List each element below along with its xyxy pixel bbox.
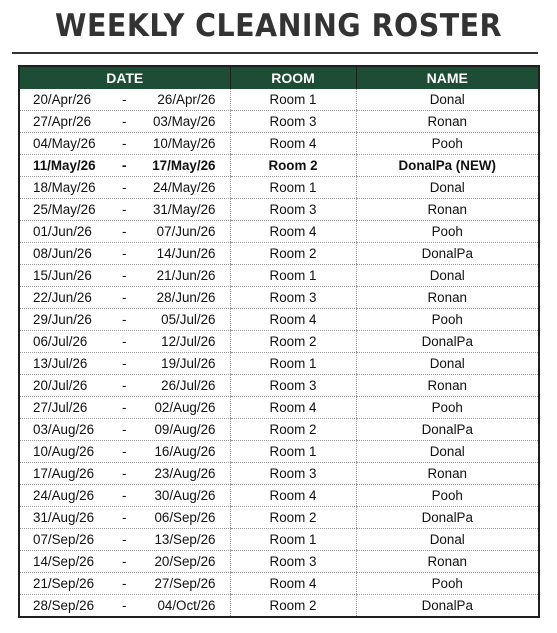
date-cell (19, 397, 230, 419)
room-cell: Room 3 (230, 199, 356, 221)
date-cell (19, 331, 230, 353)
name-cell: Ronan (356, 199, 539, 221)
date-cell (19, 287, 230, 309)
week-end-date: 26/Apr/26 (157, 92, 216, 107)
week-start-date: 14/Sep/26 (33, 554, 95, 569)
date-separator: - (122, 268, 127, 283)
week-end-date: 03/May/26 (152, 114, 216, 129)
date-separator: - (122, 378, 127, 393)
room-cell: Room 2 (230, 155, 356, 177)
room-cell: Room 1 (230, 177, 356, 199)
date-cell (19, 265, 230, 287)
date-separator: - (122, 290, 127, 305)
table-row (19, 485, 539, 507)
week-start-date: 24/Aug/26 (33, 488, 95, 503)
table-row (19, 221, 539, 243)
week-end-date: 04/Oct/26 (157, 598, 216, 613)
week-end-date: 13/Sep/26 (154, 532, 216, 547)
name-cell: Donal (356, 441, 539, 463)
date-separator: - (122, 246, 127, 261)
week-end-date: 27/Sep/26 (154, 576, 216, 591)
room-cell: Room 3 (230, 111, 356, 133)
roster-body (19, 89, 539, 617)
room-cell: Room 1 (230, 441, 356, 463)
week-end-date: 17/May/26 (152, 158, 216, 173)
date-separator: - (122, 466, 127, 481)
week-start-date: 21/Sep/26 (33, 576, 95, 591)
week-start-date: 03/Aug/26 (33, 422, 95, 437)
week-start-date: 27/Apr/26 (33, 114, 92, 129)
table-row (19, 551, 539, 573)
roster-header (19, 66, 539, 89)
date-separator: - (122, 510, 127, 525)
week-start-date: 29/Jun/26 (33, 312, 92, 327)
date-cell (19, 529, 230, 551)
week-start-date: 13/Jul/26 (33, 356, 88, 371)
week-end-date: 21/Jun/26 (156, 268, 216, 283)
table-row (19, 111, 539, 133)
table-row (19, 507, 539, 529)
name-cell: Pooh (356, 397, 539, 419)
date-separator: - (122, 532, 127, 547)
week-start-date: 17/Aug/26 (33, 466, 95, 481)
room-cell: Room 4 (230, 397, 356, 419)
date-separator: - (122, 444, 127, 459)
table-row (19, 573, 539, 595)
room-cell: Room 4 (230, 485, 356, 507)
date-cell (19, 243, 230, 265)
name-cell: Donal (356, 265, 539, 287)
date-cell (19, 507, 230, 529)
name-cell: DonalPa (356, 331, 539, 353)
date-cell (19, 485, 230, 507)
date-separator: - (122, 158, 127, 173)
room-cell: Room 1 (230, 265, 356, 287)
date-cell (19, 155, 230, 177)
date-separator: - (122, 400, 127, 415)
date-cell (19, 573, 230, 595)
week-end-date: 09/Aug/26 (154, 422, 216, 437)
week-start-date: 22/Jun/26 (33, 290, 92, 305)
date-separator: - (122, 598, 127, 613)
date-separator: - (122, 202, 127, 217)
room-cell: Room 1 (230, 353, 356, 375)
date-cell (19, 441, 230, 463)
name-cell: DonalPa (356, 595, 539, 618)
room-cell: Room 4 (230, 309, 356, 331)
date-separator: - (122, 488, 127, 503)
date-separator: - (122, 554, 127, 569)
week-start-date: 10/Aug/26 (33, 444, 95, 459)
week-start-date: 25/May/26 (33, 202, 96, 217)
week-end-date: 23/Aug/26 (154, 466, 216, 481)
week-end-date: 26/Jul/26 (161, 378, 216, 393)
table-row (19, 529, 539, 551)
room-cell: Room 3 (230, 551, 356, 573)
name-cell: Donal (356, 529, 539, 551)
week-end-date: 12/Jul/26 (161, 334, 216, 349)
date-separator: - (122, 114, 127, 129)
name-cell: DonalPa (NEW) (356, 155, 539, 177)
room-cell: Room 1 (230, 89, 356, 111)
date-cell (19, 133, 230, 155)
room-cell: Room 2 (230, 331, 356, 353)
date-separator: - (122, 576, 127, 591)
week-start-date: 07/Sep/26 (33, 532, 95, 547)
date-cell (19, 309, 230, 331)
header-row (19, 66, 539, 89)
date-separator: - (122, 180, 127, 195)
name-cell: Pooh (356, 573, 539, 595)
name-cell: Pooh (356, 133, 539, 155)
week-start-date: 18/May/26 (33, 180, 96, 195)
date-separator: - (122, 356, 127, 371)
date-cell (19, 353, 230, 375)
week-end-date: 24/May/26 (152, 180, 216, 195)
name-cell: Donal (356, 177, 539, 199)
room-cell: Room 2 (230, 243, 356, 265)
week-end-date: 05/Jul/26 (161, 312, 216, 327)
room-cell: Room 2 (230, 507, 356, 529)
date-separator: - (122, 92, 127, 107)
table-row (19, 309, 539, 331)
table-row (19, 353, 539, 375)
week-start-date: 27/Jul/26 (33, 400, 88, 415)
date-cell (19, 111, 230, 133)
date-separator: - (122, 422, 127, 437)
date-separator: - (122, 312, 127, 327)
table-row (19, 265, 539, 287)
table-row (19, 397, 539, 419)
name-cell: Donal (356, 353, 539, 375)
week-end-date: 06/Sep/26 (154, 510, 216, 525)
table-row (19, 89, 539, 111)
name-cell: Pooh (356, 221, 539, 243)
room-cell: Room 3 (230, 287, 356, 309)
week-start-date: 15/Jun/26 (33, 268, 92, 283)
date-separator: - (122, 136, 127, 151)
table-row (19, 287, 539, 309)
week-start-date: 01/Jun/26 (33, 224, 92, 239)
room-cell: Room 4 (230, 573, 356, 595)
name-cell: Ronan (356, 287, 539, 309)
name-cell: DonalPa (356, 507, 539, 529)
page-title: WEEKLY CLEANING ROSTER (55, 8, 502, 44)
week-start-date: 11/May/26 (33, 158, 96, 173)
room-cell: Room 3 (230, 463, 356, 485)
date-cell (19, 177, 230, 199)
room-cell: Room 1 (230, 529, 356, 551)
week-end-date: 16/Aug/26 (154, 444, 216, 459)
room-cell: Room 3 (230, 375, 356, 397)
name-cell: Ronan (356, 111, 539, 133)
date-cell (19, 551, 230, 573)
week-start-date: 20/Jul/26 (33, 378, 88, 393)
date-separator: - (122, 334, 127, 349)
week-end-date: 31/May/26 (152, 202, 216, 217)
name-cell: Pooh (356, 309, 539, 331)
name-cell: Ronan (356, 551, 539, 573)
table-row (19, 419, 539, 441)
week-start-date: 08/Jun/26 (33, 246, 92, 261)
room-cell: Room 4 (230, 133, 356, 155)
table-row (19, 199, 539, 221)
room-cell: Room 2 (230, 419, 356, 441)
week-start-date: 06/Jul/26 (33, 334, 88, 349)
table-row (19, 155, 539, 177)
name-cell: Ronan (356, 375, 539, 397)
name-cell: Donal (356, 89, 539, 111)
week-end-date: 10/May/26 (152, 136, 216, 151)
week-start-date: 28/Sep/26 (33, 598, 95, 613)
table-row (19, 595, 539, 618)
table-row (19, 441, 539, 463)
table-row (19, 331, 539, 353)
week-start-date: 31/Aug/26 (33, 510, 95, 525)
header-date: DATE (19, 66, 230, 89)
week-end-date: 19/Jul/26 (161, 356, 216, 371)
week-end-date: 20/Sep/26 (154, 554, 216, 569)
table-row (19, 375, 539, 397)
week-start-date: 04/May/26 (33, 136, 96, 151)
date-cell (19, 199, 230, 221)
week-start-date: 20/Apr/26 (33, 92, 92, 107)
date-cell (19, 419, 230, 441)
name-cell: DonalPa (356, 243, 539, 265)
name-cell: Pooh (356, 485, 539, 507)
date-cell (19, 463, 230, 485)
week-end-date: 02/Aug/26 (154, 400, 216, 415)
table-row (19, 243, 539, 265)
table-row (19, 463, 539, 485)
week-end-date: 14/Jun/26 (156, 246, 216, 261)
roster-table (18, 65, 540, 618)
week-end-date: 30/Aug/26 (154, 488, 216, 503)
date-cell (19, 221, 230, 243)
date-separator: - (122, 224, 127, 239)
date-cell (19, 89, 230, 111)
date-cell (19, 595, 230, 618)
table-row (19, 133, 539, 155)
table-row (19, 177, 539, 199)
name-cell: Ronan (356, 463, 539, 485)
week-end-date: 07/Jun/26 (156, 224, 216, 239)
date-cell (19, 375, 230, 397)
header-name: NAME (356, 66, 539, 89)
week-end-date: 28/Jun/26 (156, 290, 216, 305)
title-underline (12, 52, 538, 54)
room-cell: Room 2 (230, 595, 356, 618)
header-room: ROOM (230, 66, 356, 89)
room-cell: Room 4 (230, 221, 356, 243)
name-cell: DonalPa (356, 419, 539, 441)
